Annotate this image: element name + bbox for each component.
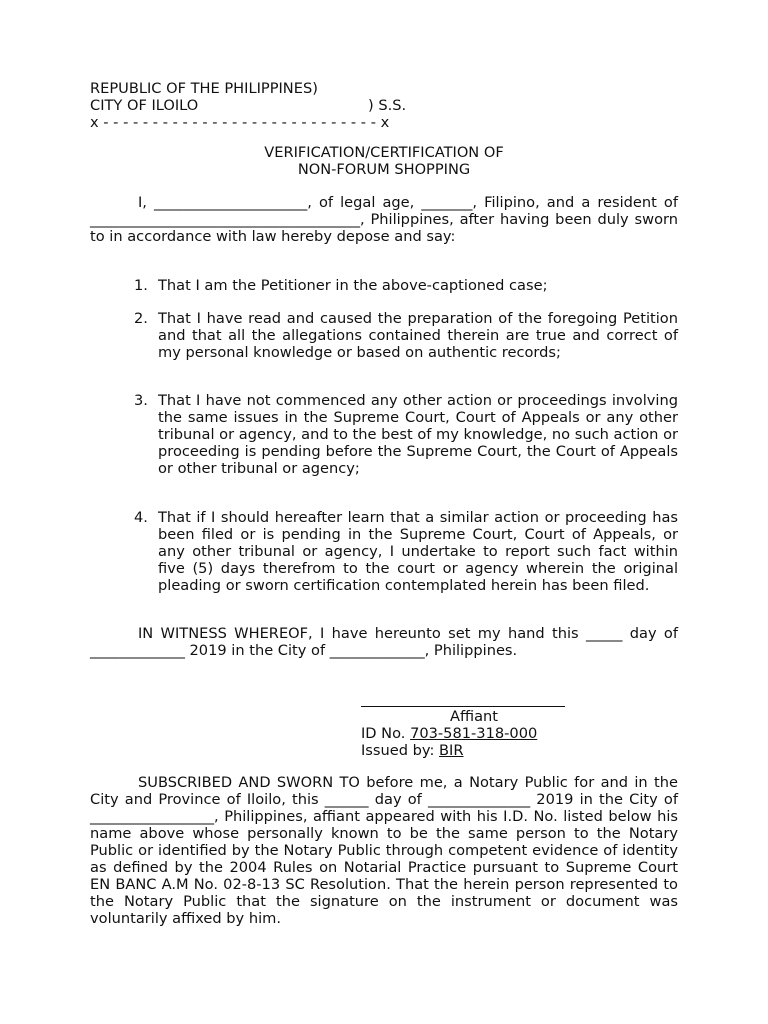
affiant-label: Affiant [450,708,499,725]
list-item-text: That I have read and caused the preparation of the foregoing Petition and that all the allegations contained therein are true and correct of my personal knowledge or based on authentic records; [158,310,678,361]
affiant-issued [361,742,464,759]
caption-divider: x - - - - - - - - - - - - - - - - - - - - - - - - - - - - x [90,114,390,131]
affiant-id [361,725,537,742]
id-number: 703-581-318-000 [410,725,538,742]
document-title-line1: VERIFICATION/CERTIFICATION OF [264,144,504,161]
document-title-line2: NON-FORUM SHOPPING [297,161,471,178]
list-item-number: 1. [134,277,148,294]
caption-republic: REPUBLIC OF THE PHILIPPINES) [90,80,318,97]
list-item-text: That I have not commenced any other action or proceedings involving the same issues in the Supreme Court, Court of Appeals or any other tribunal or agency, and to the best of my knowledge, no such action or proceeding is pending before the Supreme Court, the Court of Appeals or other tribunal or agency; [158,392,678,477]
caption-city: CITY OF ILOILO [90,97,199,114]
caption-ss: ) S.S. [368,97,407,114]
list-item-text: That I am the Petitioner in the above-captioned case; [158,277,548,294]
issued-by-value: BIR [439,742,464,759]
list-item-number: 2. [134,310,148,327]
list-item-number: 4. [134,509,148,526]
id-label: ID No. [361,725,411,742]
list-item-number: 3. [134,392,148,409]
signature-line [361,706,565,707]
issued-label: Issued by: [361,742,440,759]
witness-paragraph: IN WITNESS WHEREOF, I have hereunto set my hand this _____ day of _____________ 2019 in the City of _____________, Philippines. [90,625,678,659]
intro-paragraph: I, _____________________, of legal age, _______, Filipino, and a resident of _____________________________________, Philippines, after having been duly sworn to in accordance with law hereby depose and say: [90,194,678,245]
jurat-paragraph: SUBSCRIBED AND SWORN TO before me, a Notary Public for and in the City and Province of Iloilo, this ______ day of ______________ 2019 in the City of _________________, Philippines, affiant appeared with his I.D. No. listed below his name above whose personally known to be the same person to the Notary Public or identified by the Notary Public through competent evidence of identity as defined by the 2004 Rules on Notarial Practice pursuant to Supreme Court EN BANC A.M No. 02-8-13 SC Resolution. That the herein person represented to the Notary Public that the signature on the instrument or document was voluntarily affixed by him. [90,774,678,927]
list-item-text: That if I should hereafter learn that a similar action or proceeding has been filed or is pending in the Supreme Court, Court of Appeals, or any other tribunal or agency, I undertake to report such fact within five (5) days therefrom to the court or agency wherein the original pleading or sworn certification contemplated herein has been filed. [158,509,678,594]
